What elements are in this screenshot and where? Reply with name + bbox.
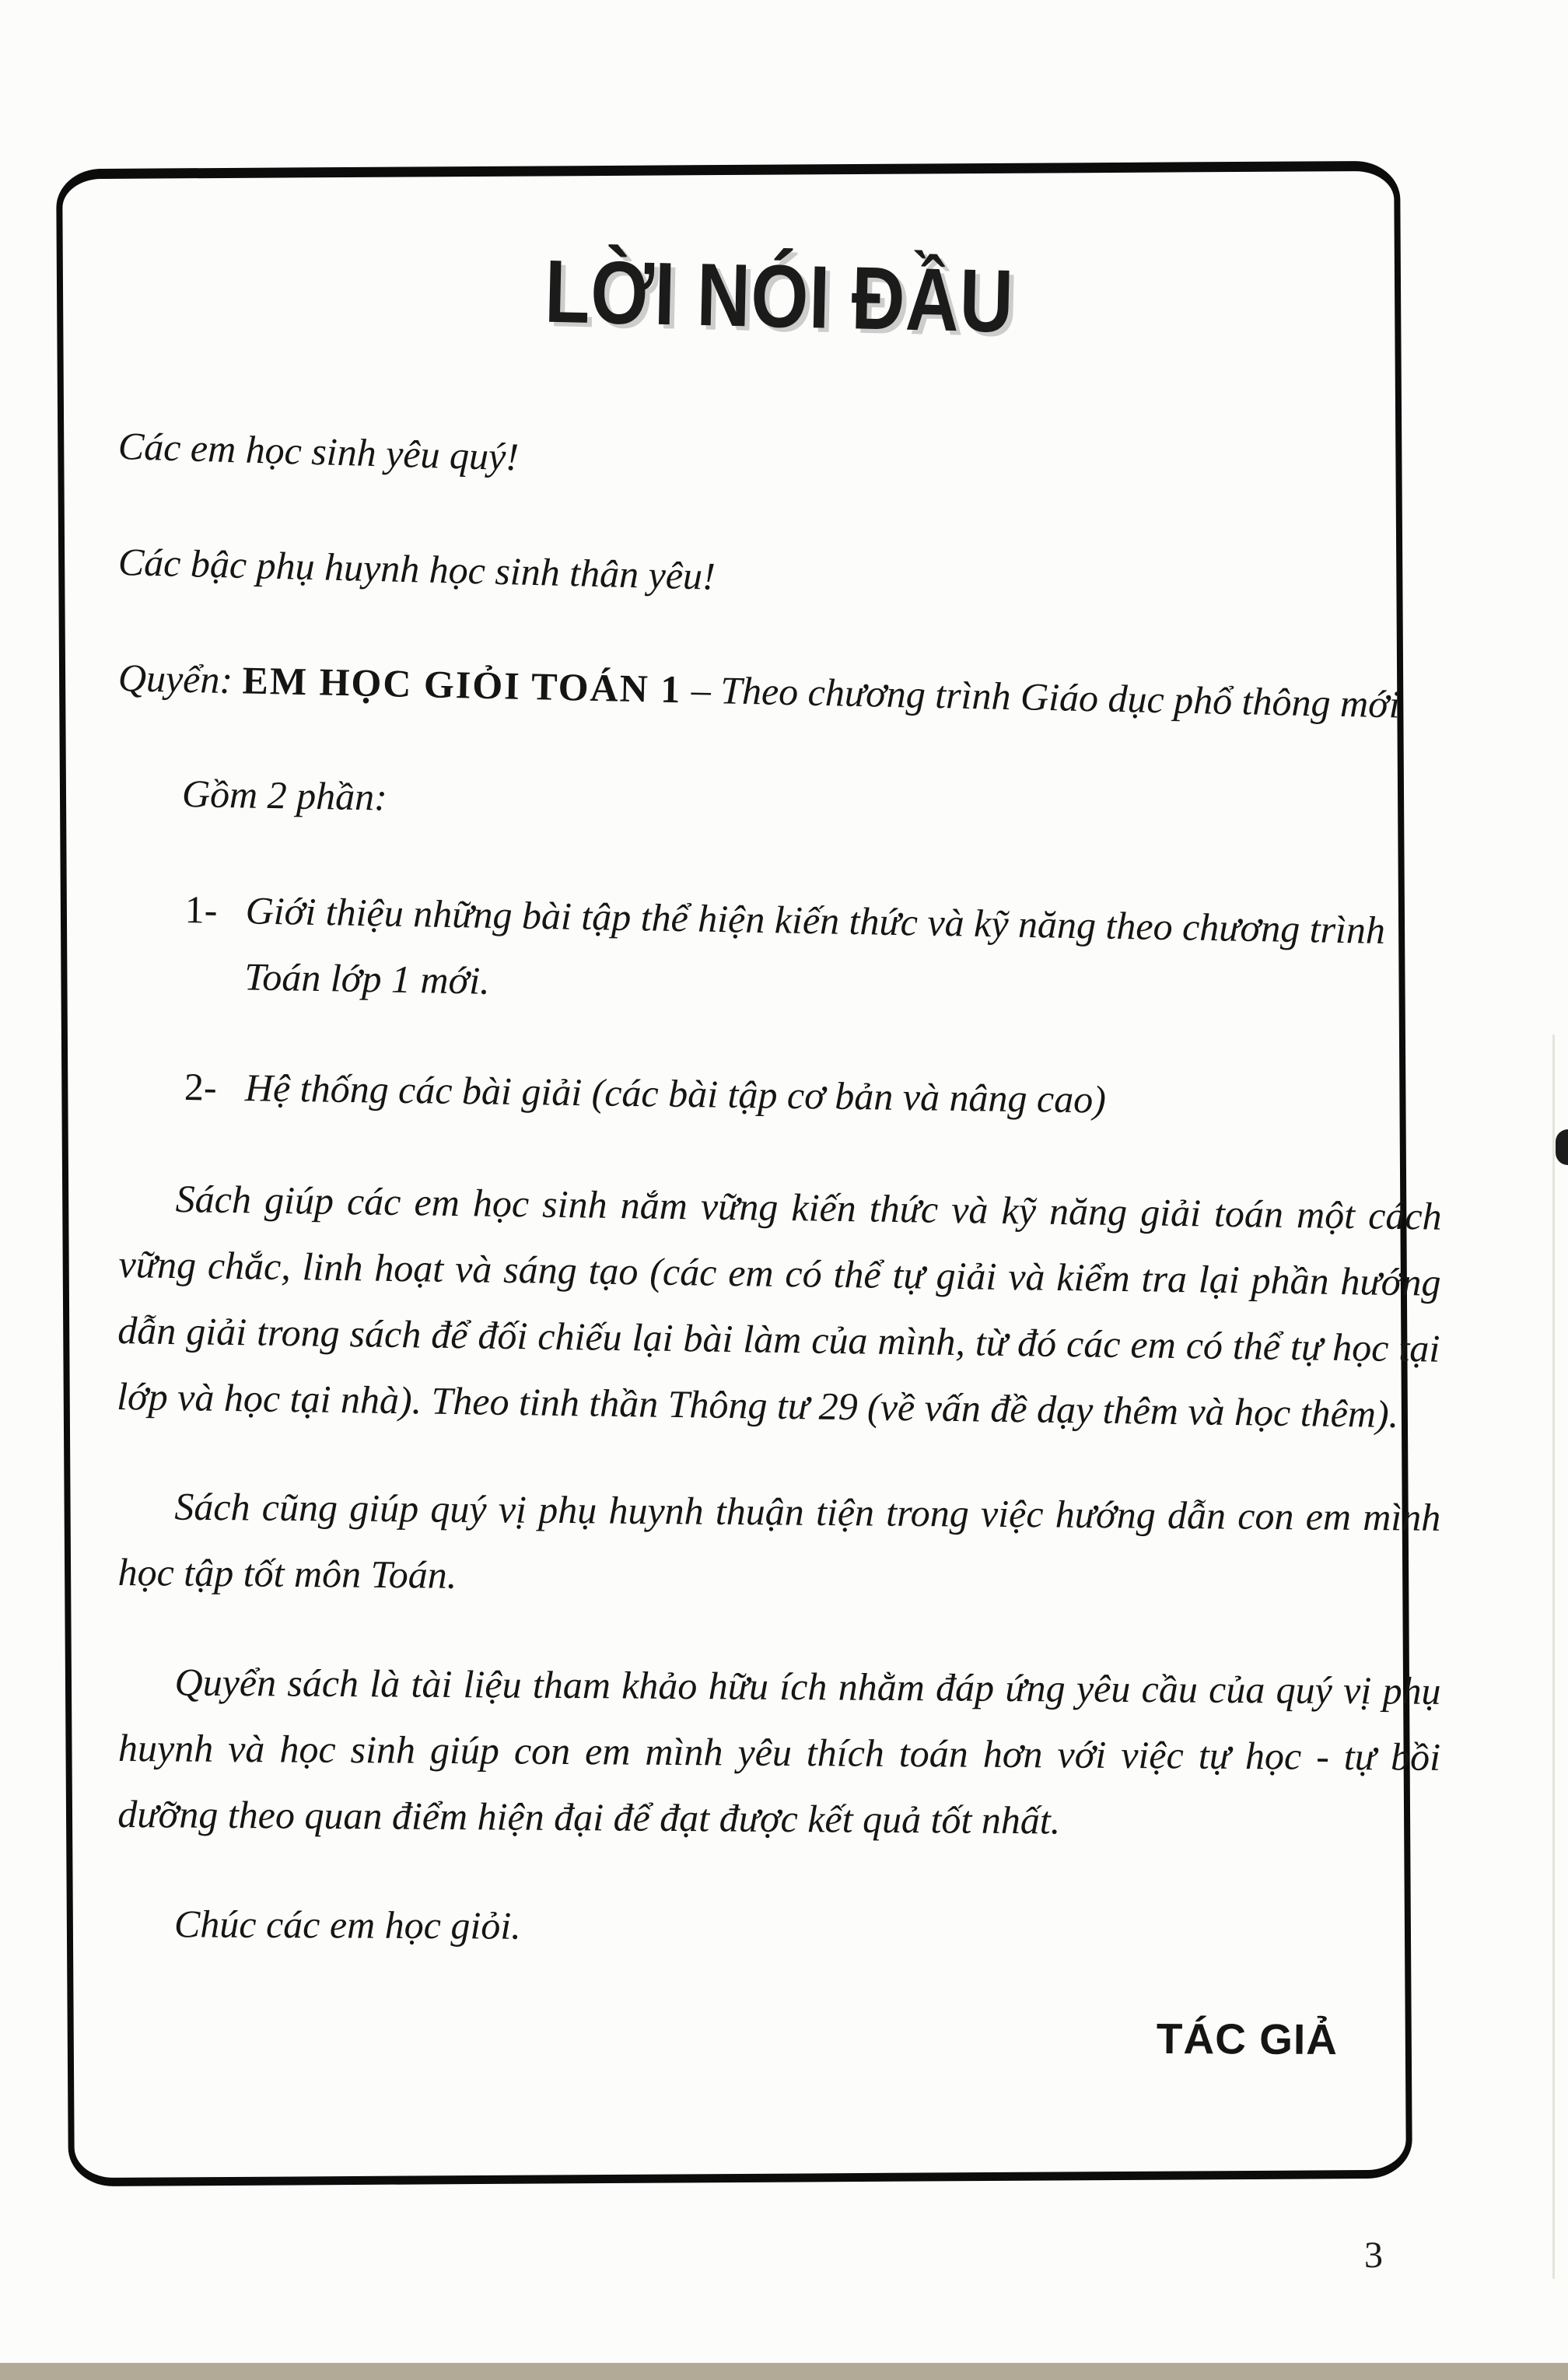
book-title-line — [117, 645, 1440, 739]
greeting-students: Các em học sinh yêu quý! — [117, 424, 520, 479]
page-number: 3 — [1364, 2235, 1383, 2276]
book-subtitle: – Theo chương trình Giáo dục phổ thông mới — [681, 667, 1401, 726]
page-title: LỜI NÓI ĐẦU — [544, 240, 1015, 352]
scan-crease-line — [1552, 1034, 1555, 2279]
paragraph-reference-value: Quyển sách là tài liệu tham khảo hữu ích nhằm đáp ứng yêu cầu của quý vị phụ huynh và học sinh giúp con em mình yêu thích toán hơn với việc tự học - tự bồi dưỡng theo quan điểm hiện đại để đạt được kết quả tốt nhất. — [117, 1660, 1441, 1843]
part-1-text: Giới thiệu những bài tập thể hiện kiến thức và kỹ năng theo chương trình Toán lớp 1 mới. — [243, 888, 1386, 1003]
paragraph-book-purpose: Sách giúp các em học sinh nắm vững kiến thức và kỹ năng giải toán một cách vững chắc, linh hoạt và sáng tạo (các em có thể tự giải và kiểm tra lại phần hướng dẫn giải trong sách để đối chiếu lại bài làm của mình, từ đó các em có thể tự học tại lớp và học tại nhà). Theo tinh thần Thông tư 29 (về vấn đề dạy thêm và học thêm). — [116, 1177, 1443, 1436]
part-item-1 — [184, 877, 1442, 1031]
book-title: EM HỌC GIỎI TOÁN 1 — [242, 658, 682, 712]
closing-wish: Chúc các em học giỏi. — [173, 1902, 521, 1948]
part-item-2 — [184, 1054, 1440, 1138]
parts-intro: Gồm 2 phần: — [181, 772, 388, 819]
part-2-marker: 2- — [184, 1065, 218, 1109]
paragraph-parents-help: Sách cũng giúp quý vị phụ huynh thuận tiện trong việc hướng dẫn con em mình học tập tốt môn Toán. — [117, 1484, 1441, 1597]
author-signature: TÁC GIẢ — [1156, 2014, 1339, 2064]
book-label: Quyển: — [117, 656, 243, 702]
part-1-marker: 1- — [184, 887, 218, 932]
part-2-text: Hệ thống các bài giải (các bài tập cơ bản và nâng cao) — [244, 1066, 1107, 1122]
scan-bottom-edge — [0, 2363, 1568, 2380]
greeting-parents: Các bậc phụ huynh học sinh thân yêu! — [117, 540, 716, 598]
preface-content — [116, 240, 1443, 2064]
scan-edge-mark — [1556, 1129, 1568, 1165]
